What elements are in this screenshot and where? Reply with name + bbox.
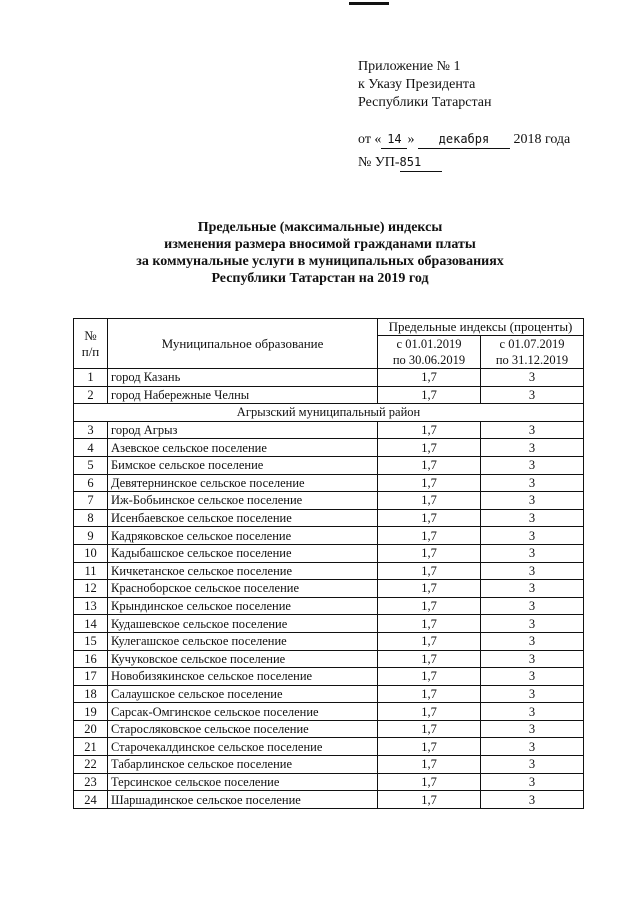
row-index-1: 1,7 xyxy=(378,509,481,527)
date-day: 14 xyxy=(381,130,407,149)
table-row xyxy=(74,650,584,668)
row-index-2: 3 xyxy=(481,738,584,756)
row-number: 11 xyxy=(74,562,108,580)
table-row xyxy=(74,791,584,809)
row-number: 17 xyxy=(74,668,108,686)
row-index-1: 1,7 xyxy=(378,668,481,686)
row-index-1: 1,7 xyxy=(378,685,481,703)
table-row xyxy=(74,562,584,580)
row-index-1: 1,7 xyxy=(378,597,481,615)
row-number: 21 xyxy=(74,738,108,756)
row-index-1: 1,7 xyxy=(378,738,481,756)
title-line-2: изменения размера вносимой гражданами платы xyxy=(164,237,476,252)
row-index-2: 3 xyxy=(481,544,584,562)
row-number: 5 xyxy=(74,456,108,474)
title-line-1: Предельные (максимальные) индексы xyxy=(197,220,443,235)
row-index-2: 3 xyxy=(481,703,584,721)
row-index-1: 1,7 xyxy=(378,615,481,633)
indices-table xyxy=(73,318,584,809)
row-number: 3 xyxy=(74,421,108,439)
row-index-2: 3 xyxy=(481,720,584,738)
region-name: Агрызский муниципальный район xyxy=(74,404,584,422)
row-index-2: 3 xyxy=(481,527,584,545)
row-municipality: Девятернинское сельское поселение xyxy=(108,474,378,492)
row-index-1: 1,7 xyxy=(378,650,481,668)
row-number: 16 xyxy=(74,650,108,668)
row-municipality: Кулегашское сельское поселение xyxy=(108,632,378,650)
table-row xyxy=(74,474,584,492)
row-index-1: 1,7 xyxy=(378,527,481,545)
row-municipality: Азевское сельское поселение xyxy=(108,439,378,457)
approval-date xyxy=(358,130,570,149)
row-municipality: Кучуковское сельское поселение xyxy=(108,650,378,668)
row-number: 20 xyxy=(74,720,108,738)
approval-number xyxy=(358,153,570,172)
table-row xyxy=(74,439,584,457)
row-number: 10 xyxy=(74,544,108,562)
table-row xyxy=(74,509,584,527)
row-number: 8 xyxy=(74,509,108,527)
row-index-2: 3 xyxy=(481,369,584,387)
row-index-1: 1,7 xyxy=(378,456,481,474)
date-month: декабря xyxy=(418,130,510,149)
table-row xyxy=(74,421,584,439)
number-prefix: № УП- xyxy=(358,155,400,170)
approval-stamp xyxy=(358,58,570,172)
row-municipality: Кадыбашское сельское поселение xyxy=(108,544,378,562)
row-index-1: 1,7 xyxy=(378,544,481,562)
row-index-2: 3 xyxy=(481,580,584,598)
row-number: 24 xyxy=(74,791,108,809)
row-municipality: Крындинское сельское поселение xyxy=(108,597,378,615)
row-index-1: 1,7 xyxy=(378,562,481,580)
row-index-1: 1,7 xyxy=(378,421,481,439)
row-municipality: Шаршадинское сельское поселение xyxy=(108,791,378,809)
row-municipality: Сарсак-Омгинское сельское поселение xyxy=(108,703,378,721)
row-index-2: 3 xyxy=(481,597,584,615)
header-number: № п/п xyxy=(74,319,108,369)
row-municipality: Салаушское сельское поселение xyxy=(108,685,378,703)
row-index-2: 3 xyxy=(481,773,584,791)
top-mark xyxy=(349,2,389,5)
approval-line-2: к Указу Президента xyxy=(358,77,476,92)
row-index-1: 1,7 xyxy=(378,632,481,650)
row-municipality: Новобизякинское сельское поселение xyxy=(108,668,378,686)
row-number: 4 xyxy=(74,439,108,457)
row-index-1: 1,7 xyxy=(378,439,481,457)
row-index-1: 1,7 xyxy=(378,791,481,809)
row-index-1: 1,7 xyxy=(378,369,481,387)
table-row xyxy=(74,703,584,721)
table-row xyxy=(74,685,584,703)
row-index-2: 3 xyxy=(481,791,584,809)
row-municipality: город Агрыз xyxy=(108,421,378,439)
row-municipality: Кадряковское сельское поселение xyxy=(108,527,378,545)
row-index-2: 3 xyxy=(481,456,584,474)
approval-line-3: Республики Татарстан xyxy=(358,95,492,110)
table-row xyxy=(74,756,584,774)
row-number: 2 xyxy=(74,386,108,404)
table-row xyxy=(74,720,584,738)
row-number: 19 xyxy=(74,703,108,721)
table-row xyxy=(74,668,584,686)
row-number: 7 xyxy=(74,492,108,510)
row-index-2: 3 xyxy=(481,386,584,404)
table-row xyxy=(74,456,584,474)
approval-line-1: Приложение № 1 xyxy=(358,59,461,74)
table-row xyxy=(74,773,584,791)
row-index-1: 1,7 xyxy=(378,756,481,774)
row-municipality: город Казань xyxy=(108,369,378,387)
row-number: 15 xyxy=(74,632,108,650)
row-index-2: 3 xyxy=(481,439,584,457)
row-municipality: Красноборское сельское поселение xyxy=(108,580,378,598)
region-row xyxy=(74,404,584,422)
row-number: 18 xyxy=(74,685,108,703)
row-number: 14 xyxy=(74,615,108,633)
title-line-3: за коммунальные услуги в муниципальных образованиях xyxy=(136,254,504,269)
row-index-2: 3 xyxy=(481,756,584,774)
row-index-2: 3 xyxy=(481,474,584,492)
row-municipality: Старочекалдинское сельское поселение xyxy=(108,738,378,756)
row-index-1: 1,7 xyxy=(378,703,481,721)
document-title xyxy=(0,219,640,287)
row-municipality: Табарлинское сельское поселение xyxy=(108,756,378,774)
row-index-1: 1,7 xyxy=(378,720,481,738)
row-index-2: 3 xyxy=(481,509,584,527)
row-municipality: Старосляковское сельское поселение xyxy=(108,720,378,738)
table-row xyxy=(74,492,584,510)
table-row xyxy=(74,632,584,650)
table-row xyxy=(74,369,584,387)
header-period-1: с 01.01.2019 по 30.06.2019 xyxy=(378,336,481,369)
row-municipality: Бимское сельское поселение xyxy=(108,456,378,474)
row-index-2: 3 xyxy=(481,650,584,668)
date-mid: » xyxy=(407,132,415,147)
row-municipality: Кичкетанское сельское поселение xyxy=(108,562,378,580)
table-row xyxy=(74,527,584,545)
header-indices: Предельные индексы (проценты) xyxy=(378,319,584,336)
row-number: 12 xyxy=(74,580,108,598)
number-value: 851 xyxy=(400,153,442,172)
row-index-1: 1,7 xyxy=(378,580,481,598)
row-index-2: 3 xyxy=(481,615,584,633)
title-line-4: Республики Татарстан на 2019 год xyxy=(211,271,429,286)
table-row xyxy=(74,386,584,404)
row-municipality: Терсинское сельское поселение xyxy=(108,773,378,791)
row-municipality: Иж-Бобьинское сельское поселение xyxy=(108,492,378,510)
row-number: 13 xyxy=(74,597,108,615)
row-index-2: 3 xyxy=(481,632,584,650)
row-index-2: 3 xyxy=(481,421,584,439)
table-row xyxy=(74,544,584,562)
row-index-2: 3 xyxy=(481,668,584,686)
row-index-2: 3 xyxy=(481,685,584,703)
table-row xyxy=(74,615,584,633)
row-index-1: 1,7 xyxy=(378,474,481,492)
row-index-2: 3 xyxy=(481,492,584,510)
table-row xyxy=(74,738,584,756)
row-number: 6 xyxy=(74,474,108,492)
row-number: 23 xyxy=(74,773,108,791)
row-index-1: 1,7 xyxy=(378,386,481,404)
row-municipality: Исенбаевское сельское поселение xyxy=(108,509,378,527)
table-row xyxy=(74,580,584,598)
date-prefix: от « xyxy=(358,132,382,147)
row-number: 9 xyxy=(74,527,108,545)
header-municipality: Муниципальное образование xyxy=(108,319,378,369)
row-index-1: 1,7 xyxy=(378,773,481,791)
row-number: 22 xyxy=(74,756,108,774)
date-year: 2018 года xyxy=(513,132,571,147)
row-municipality: Кудашевское сельское поселение xyxy=(108,615,378,633)
header-period-2: с 01.07.2019 по 31.12.2019 xyxy=(481,336,584,369)
table-row xyxy=(74,597,584,615)
row-municipality: город Набережные Челны xyxy=(108,386,378,404)
row-index-1: 1,7 xyxy=(378,492,481,510)
row-index-2: 3 xyxy=(481,562,584,580)
table-body xyxy=(74,369,584,809)
row-number: 1 xyxy=(74,369,108,387)
